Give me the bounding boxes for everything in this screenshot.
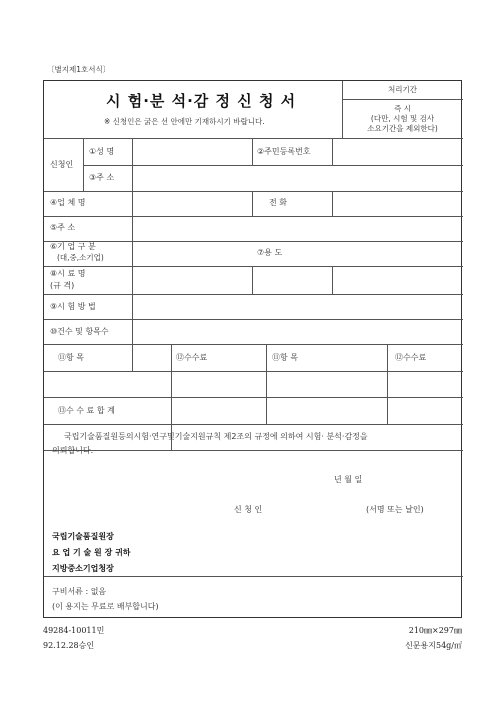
footer-approval: 92.12.28승인: [43, 641, 95, 650]
company-address-field[interactable]: [133, 217, 462, 240]
item-count-label: ⑩건수 및 항목수: [50, 327, 109, 336]
recipient-line: 국립기술품질원장: [52, 532, 114, 541]
purpose-field[interactable]: [333, 242, 462, 265]
divider: [252, 191, 253, 216]
divider: [83, 138, 84, 191]
phone-field[interactable]: [333, 192, 462, 215]
fee-item-header: ⑪항 목: [272, 353, 298, 362]
fee-total-label: ⑬수 수 료 합 계: [58, 406, 115, 415]
fee-item-field[interactable]: [45, 372, 170, 396]
attachments-label: 구비서류 : 없음: [52, 587, 107, 596]
sample-spec-label: (규 격): [50, 281, 75, 290]
name-label: ①성 명: [89, 147, 115, 156]
name-field[interactable]: [133, 139, 251, 164]
form-number: 〔별지제1호서식〕: [47, 65, 111, 74]
form-title: 시 험·분 석·감 정 신 청 서: [106, 92, 297, 110]
company-address-label: ⑤주 소: [50, 223, 76, 232]
request-text: 국립기술품질원등의시험·연구및기술지원규칙 제2조의 규정에 의하여 시험· 분석·감정을: [64, 432, 368, 441]
divider: [44, 424, 463, 425]
divider: [171, 344, 172, 371]
divider: [387, 344, 388, 371]
signature-label: (서명 또는 날인): [366, 505, 424, 514]
company-label: ④업 체 명: [50, 198, 86, 207]
applicant-address-label: ③주 소: [89, 173, 115, 182]
footer-code: 49284-10011민: [43, 626, 105, 635]
divider: [44, 344, 463, 345]
footer-paper-size: 210㎜×297㎜: [408, 626, 462, 635]
processing-period-detail: (다만, 시험 및 검사: [370, 114, 435, 123]
processing-period-label: 처리기간: [388, 85, 417, 94]
request-date: 년 월 일: [334, 475, 363, 484]
divider: [252, 138, 253, 165]
recipient-line: 요 업 기 술 원 장 귀하: [52, 548, 131, 557]
fee-item-header: ⑪항 목: [58, 353, 84, 362]
divider: [44, 450, 463, 451]
recipient-line: 지방중소기업청장: [52, 564, 114, 573]
phone-label: 전 화: [269, 198, 287, 207]
fee-amount-header: ⑫수수료: [395, 353, 427, 362]
applicant-address-field[interactable]: [133, 166, 462, 190]
business-category-label: ⑥기 업 구 분: [50, 242, 96, 251]
company-field[interactable]: [133, 192, 251, 215]
rrn-label: ②주민등록번호: [257, 147, 311, 156]
divider: [266, 344, 267, 371]
form-note: ※ 신청인은 굵은 선 안에만 기재하시기 바랍니다.: [104, 117, 265, 126]
fee-item-field[interactable]: [267, 372, 386, 396]
sample-field[interactable]: [133, 267, 462, 293]
processing-period-detail: 소요기간을 제외한다): [367, 124, 438, 133]
application-form: [43, 80, 462, 618]
fee-amount-field[interactable]: [172, 372, 265, 396]
request-text: 의뢰합니다.: [52, 446, 94, 455]
processing-period-value: 즉 시: [394, 104, 411, 113]
fee-amount-header: ⑫수수료: [176, 353, 208, 362]
applicant-section-label: 신청인: [50, 160, 74, 169]
divider: [342, 99, 463, 100]
business-category-sub: (대,중,소기업): [57, 253, 104, 262]
purpose-label: ⑦용 도: [257, 248, 283, 257]
free-distribution-note: (이 용지는 무료로 배부합니다): [52, 602, 159, 611]
request-applicant-label: 신 청 인: [234, 505, 263, 514]
divider: [44, 576, 463, 577]
rrn-field[interactable]: [333, 139, 462, 164]
test-method-field[interactable]: [133, 295, 462, 318]
test-method-label: ⑨시 험 방 법: [50, 302, 96, 311]
sample-name-label: ⑧시 료 명: [50, 269, 86, 278]
footer-paper-type: 신문용지54g/㎡: [405, 641, 462, 650]
item-count-field[interactable]: [133, 320, 462, 343]
fee-amount-field[interactable]: [388, 372, 462, 396]
fee-total-field[interactable]: [172, 398, 462, 423]
